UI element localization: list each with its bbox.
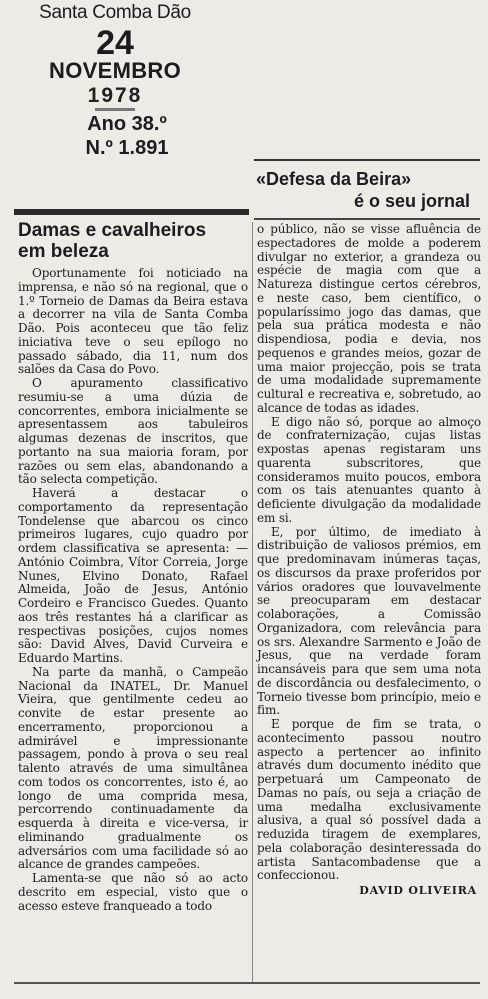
slogan-rule — [254, 218, 480, 220]
masthead-town: Santa Comba Dão — [39, 2, 191, 23]
article-headline — [18, 220, 250, 262]
headline-line-2: em beleza — [18, 241, 109, 262]
paragraph: Haverá a destacar o comportamento da representação Tondelense que abarcou os cinco primeiros lugares, cujo quadro por ordem classificativa se apresenta: — António Coimbra, Vítor Correia, Jorge Nunes, Elvino Donato, Rafael Almeida, João de Jesus, António Cordeiro e Francisco Guedes. Quanto aos três restantes há a clarificar as respectivas posições, cujos nomes são: David Alves, David Curveira e Eduardo Martins. — [18, 486, 248, 665]
paragraph: O apuramento classificativo resumiu-se a uma dúzia de concorrentes, embora inicialmente se apresentassem aos tabuleiros algumas dezenas de inscritos, que portanto na sua maioria foram, por razões ou sem elas, abandonando a tão selecta competição. — [18, 376, 248, 487]
masthead-volume: Ano 38.º — [87, 113, 167, 135]
slogan-line-1: «Defesa da Beira» — [256, 169, 412, 189]
article-column-right — [257, 223, 481, 898]
slogan-line-2: é o seu jornal — [353, 191, 470, 211]
masthead-issue: N.º 1.891 — [85, 137, 169, 159]
headline-rule — [14, 209, 249, 215]
paragraph: E digo não só, porque ao almoço de confraternização, cujas listas expostas apenas registaram uns quarenta subscritores, que consideramos muito poucos, embora com os tais atenuantes quanto à deficiente divulgação da modalidade em si. — [257, 414, 481, 525]
author-signature: DAVID OLIVEIRA — [359, 884, 477, 897]
paragraph: o público, não se visse afluência de espectadores de molde a poderem divulgar no exterior, a grandeza ou espécie de magia com que a Natureza distingue certos cérebros, e neste caso, bem científico, o popularíssimo jogo das damas, que pela sua prática modesta e não dispendiosa, podia e devia, nos pequenos e grandes meios, gozar de uma maior projecção, pois se trata de uma modalidade supremamente cultural e recreativa e, sobretudo, ao alcance de todas as idades. — [257, 222, 481, 415]
top-rule-right — [254, 159, 480, 161]
masthead-month: NOVEMBRO — [49, 58, 181, 83]
paragraph: E porque de fim se trata, o acontecimento passou noutro aspecto a pertencer ao infinito através dum documento inédito que perpetuará um Campeonato de Damas no país, ou seja a criação de uma medalha exclusivamente alusiva, a qual só possível dada a reduzida tiragem de exemplares, pela colaboração desinteressada do artista Santacombadense que a confeccionou. — [257, 717, 481, 883]
masthead-day: 24 — [96, 24, 134, 62]
paragraph: E, por último, de imediato à distribuição de valiosos prémios, em que predominavam inúmeras taças, os discursos da praxe proferidos por vários oradores que louvavelmente se preocuparam em destacar colaborações, a Comissão Organizadora, com relevância para os srs. Alexandre Sarmento e João de Jesus, que na verdade foram incansáveis para que sem uma nota de discordância ou desfalecimento, o Torneio tivesse bom princípio, meio e fim. — [257, 524, 481, 718]
column-divider — [252, 222, 253, 982]
headline-line-1: Damas e cavalheiros — [18, 220, 207, 241]
paragraph: Na parte da manhã, o Campeão Nacional da INATEL, Dr. Manuel Vieira, que gentilmente cedeu ao convite de estar presente ao encerramento, proporcionou a admirável e impressionante passagem, pondo à prova o seu real talento através de uma simultânea com todos os concorrentes, isto é, ao longo de uma comprida mesa, percorrendo continuadamente da esquerda à direita e vice-versa, ir eliminando gradualmente os adversários com uma facilidade só ao alcance de grandes campeões. — [18, 664, 248, 872]
article-column-left — [18, 267, 248, 913]
masthead-year: 1978 — [87, 84, 143, 107]
slogan-box — [256, 168, 480, 212]
masthead — [20, 2, 210, 160]
paragraph: Lamenta-se que não só ao acto descrito em especial, visto que o acesso esteve franqueado a todo — [18, 871, 248, 913]
masthead-ornament — [95, 108, 135, 111]
paragraph: Oportunamente foi noticiado na imprensa, e não só na regional, que o 1.º Torneio de Damas da Beira estava a decorrer na vila de Santa Comba Dão. Pois aconteceu que tão feliz iniciativa teve o seu epílogo no passado sábado, dia 11, num dos salões da Casa do Povo. — [18, 266, 248, 377]
bottom-rule — [14, 982, 480, 984]
